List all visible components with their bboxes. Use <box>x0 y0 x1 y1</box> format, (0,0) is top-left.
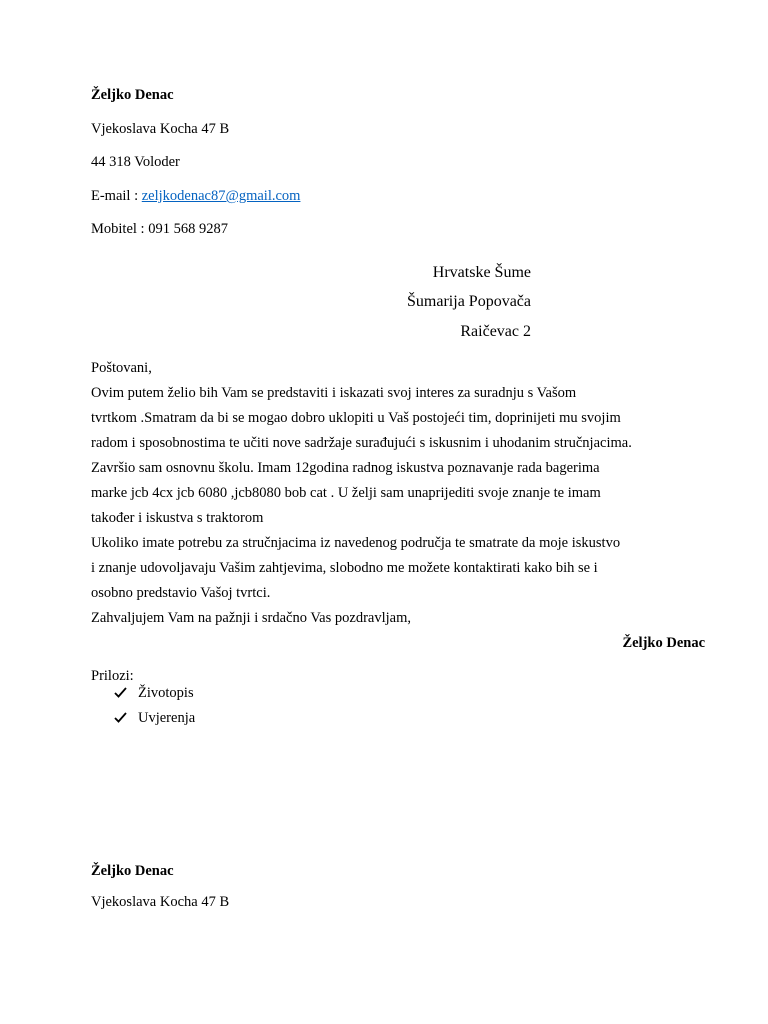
footer-name: Željko Denac <box>91 863 174 879</box>
salutation: Poštovani, <box>91 360 152 376</box>
attachments-label: Prilozi: <box>91 668 134 684</box>
body-line: Završio sam osnovnu školu. Imam 12godina radnog iskustva poznavanje rada bagerima <box>91 460 600 476</box>
sender-name: Željko Denac <box>91 87 174 103</box>
recipient-line-1: Hrvatske Šume <box>432 264 531 281</box>
recipient-line-2: Šumarija Popovača <box>407 293 531 310</box>
body-line: i znanje udovoljavaju Vašim zahtjevima, slobodno me možete kontaktirati kako bih se i <box>91 560 598 576</box>
body-line: osobno predstavio Vašoj tvrtci. <box>91 585 271 601</box>
body-line: tvrtkom .Smatram da bi se mogao dobro uklopiti u Vaš postojeći tim, doprinijeti mu svojim <box>91 410 621 426</box>
sender-street: Vjekoslava Kocha 47 B <box>91 121 230 137</box>
body-line: Ukoliko imate potrebu za stručnjacima iz navedenog područja te smatrate da moje iskustvo <box>91 535 621 551</box>
recipient-line-3: Raičevac 2 <box>460 323 531 340</box>
body-line: Zahvaljujem Vam na pažnji i srdačno Vas pozdravljam, <box>91 610 411 626</box>
check-icon <box>114 709 138 727</box>
check-icon <box>114 684 138 702</box>
body-line: marke jcb 4cx jcb 6080 ,jcb8080 bob cat . U želji sam unaprijediti svoje znanje te imam <box>91 485 601 501</box>
body-line: također i iskustva s traktorom <box>91 510 264 526</box>
attachment-item <box>114 709 195 727</box>
attachment-label: Životopis <box>138 685 194 701</box>
sender-phone: Mobitel : 091 568 9287 <box>91 221 228 237</box>
body-line: Ovim putem želio bih Vam se predstaviti i iskazati svoj interes za suradnju s Vašom <box>91 385 577 401</box>
footer-street: Vjekoslava Kocha 47 B <box>91 894 230 910</box>
sender-city: 44 318 Voloder <box>91 154 180 170</box>
attachment-item <box>114 684 194 702</box>
sender-email-line <box>91 187 300 205</box>
email-label: E-mail : <box>91 188 142 204</box>
signature: Željko Denac <box>622 635 705 651</box>
email-link[interactable]: zeljkodenac87@gmail.com <box>141 188 301 204</box>
body-line: radom i sposobnostima te učiti nove sadržaje surađujući s iskusnim i uhodanim stručnjacima. <box>91 435 632 451</box>
attachment-label: Uvjerenja <box>138 710 196 726</box>
